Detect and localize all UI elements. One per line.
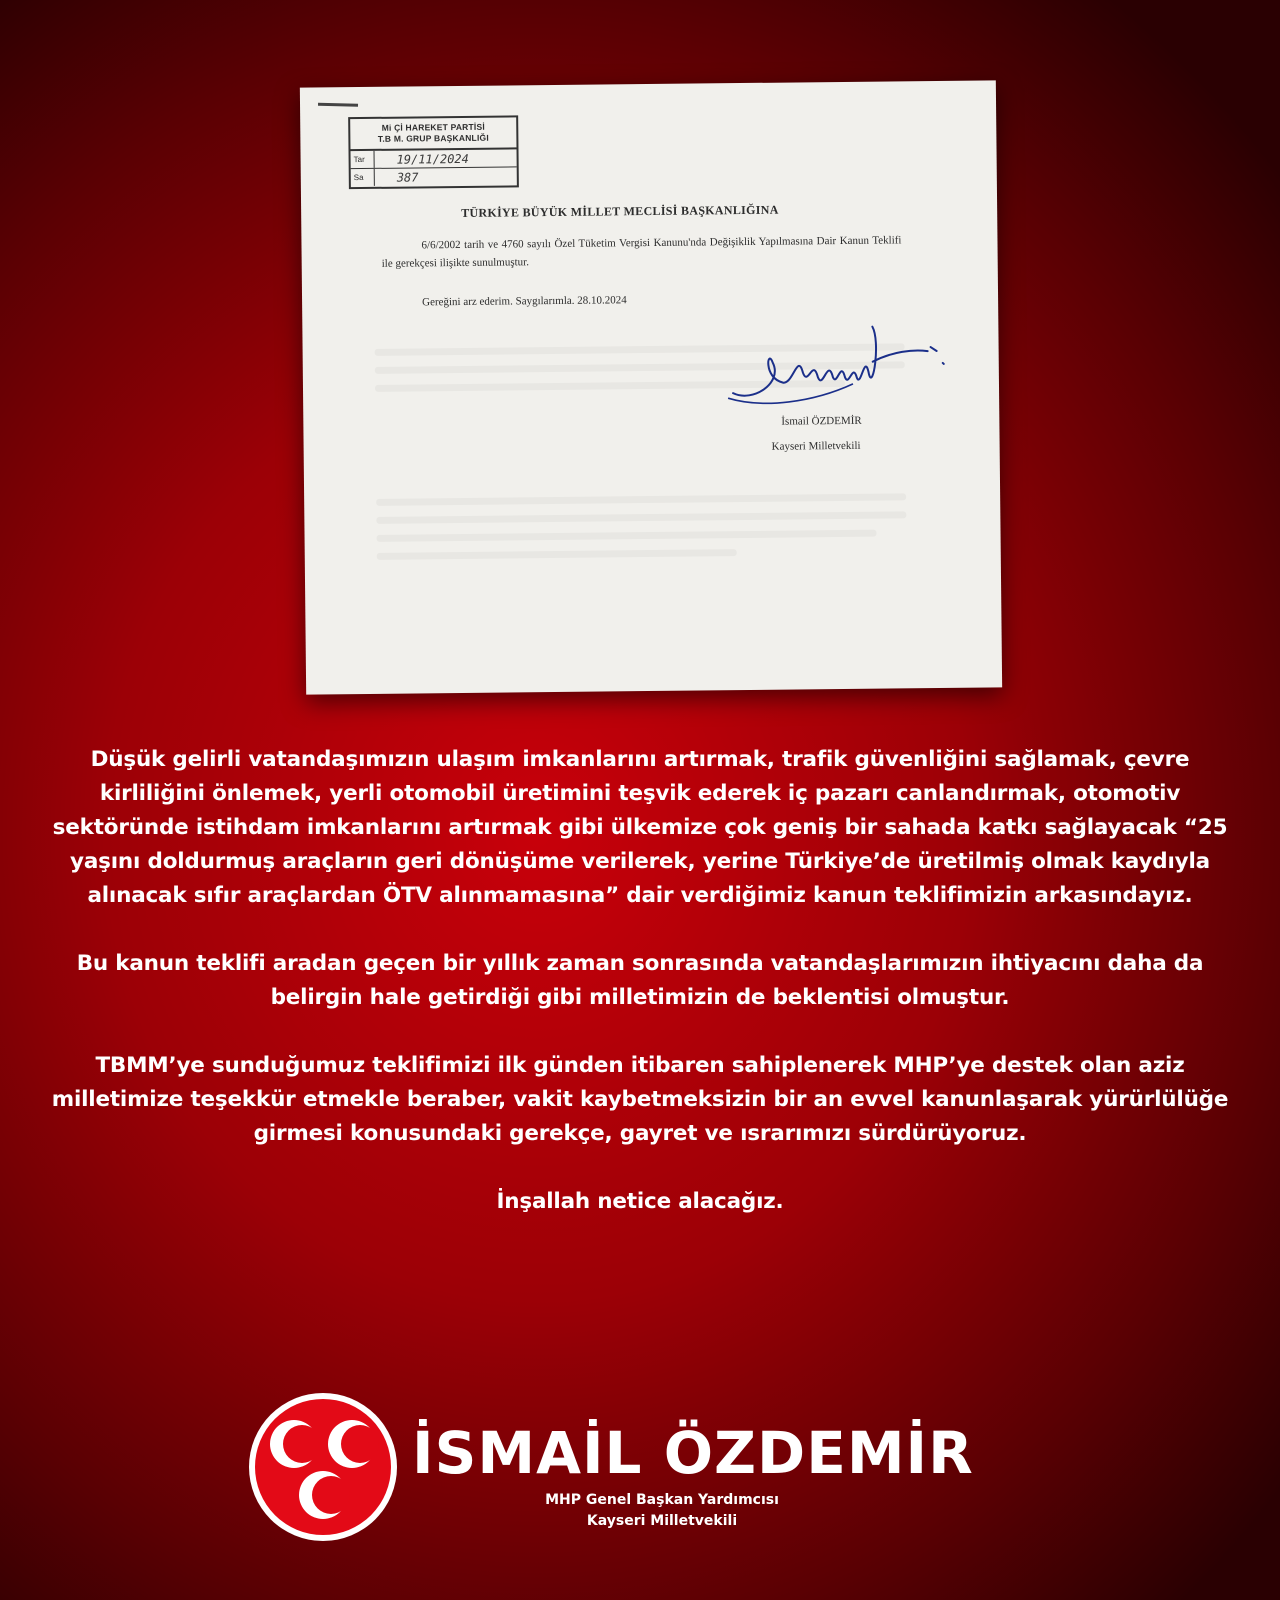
bleed-through-text [376, 493, 906, 506]
stamp-number-value: 387 [396, 169, 419, 185]
document-photo [300, 80, 1002, 694]
bleed-through-text [377, 530, 877, 542]
stamp-date-value: 19/11/2024 [396, 151, 469, 167]
bleed-through-text [376, 511, 906, 524]
pen-mark [318, 103, 358, 107]
three-crescents-icon [248, 1392, 398, 1542]
statement-paragraph-2: Bu kanun teklifi aradan geçen bir yıllık zaman sonrasında vatandaşlarımızın ihtiyacını daha da belirgin hale getirdiği gibi milletimizin de beklentisi olmuştur. [76, 951, 1204, 1010]
bleed-through-text [377, 549, 737, 560]
reception-stamp [348, 115, 519, 189]
stamp-date-label: Tar [351, 151, 375, 168]
stamp-line-1: Mi Çİ HAREKET PARTİSİ [381, 121, 485, 133]
statement-text [40, 743, 1240, 1253]
brand-subtitle-1: MHP Genel Başkan Yardımcısı [545, 1492, 779, 1508]
signer-name: İsmail ÖZDEMİR [781, 414, 862, 428]
stamp-header [350, 117, 516, 151]
statement-paragraph-4: İnşallah netice alacağız. [496, 1189, 784, 1214]
document-heading: TÜRKİYE BÜYÜK MİLLET MECLİSİ BAŞKANLIĞINA [461, 202, 779, 220]
brand-subtitle-2: Kayseri Milletvekili [586, 1513, 738, 1529]
stamp-number-label: Sa [351, 169, 375, 186]
stamp-line-2: T.B M. GRUP BAŞKANLIĞI [377, 132, 489, 144]
stamp-number-row [351, 167, 517, 186]
document-paragraph-1: 6/6/2002 tarih ve 4760 sayılı Özel Tüketim Vergisi Kanunu'nda Değişiklik Yapılmasına Dair Kanun Teklifi ile gerekçesi ilişikte sunulmuştur. [381, 234, 902, 270]
statement-paragraph-1: Düşük gelirli vatandaşımızın ulaşım imkanlarını artırmak, trafik güvenliğini sağlamak, çevre kirliliğini önlemek, yerli otomobil üretimini teşvik ederek iç pazarı canlandırmak, otomotiv sektöründe istihdam imkanlarını artırmak gibi ülkemize çok geniş bir sahada katkı sağlayacak “25 yaşını doldurmuş araçların geri dönüşüme verilerek, yerine Türkiye’de üretilmiş olmak kaydıyla alınacak sıfır araçlardan ÖTV alınmamasına” dair verdiğimiz kanun teklifimizin arkasındayız. [52, 747, 1228, 908]
signature-icon [722, 321, 953, 423]
signer-title: Kayseri Milletvekili [771, 439, 861, 453]
statement-paragraph-3: TBMM’ye sunduğumuz teklifimizi ilk günden itibaren sahiplenerek MHP’ye destek olan aziz milletimize teşekkür etmekle beraber, vakit kaybetmeksizin bir an evvel kanunlaşarak yürürlülüğe girmesi konusundaki gerekçe, gayret ve ısrarımızı sürdürüyoruz. [51, 1053, 1229, 1146]
brand-name: İSMAİL ÖZDEMİR [412, 1419, 974, 1487]
document-paragraph-2: Gereğini arz ederim. Saygılarımla. 28.10.2024 [422, 294, 627, 309]
stamp-date-row [351, 149, 517, 169]
